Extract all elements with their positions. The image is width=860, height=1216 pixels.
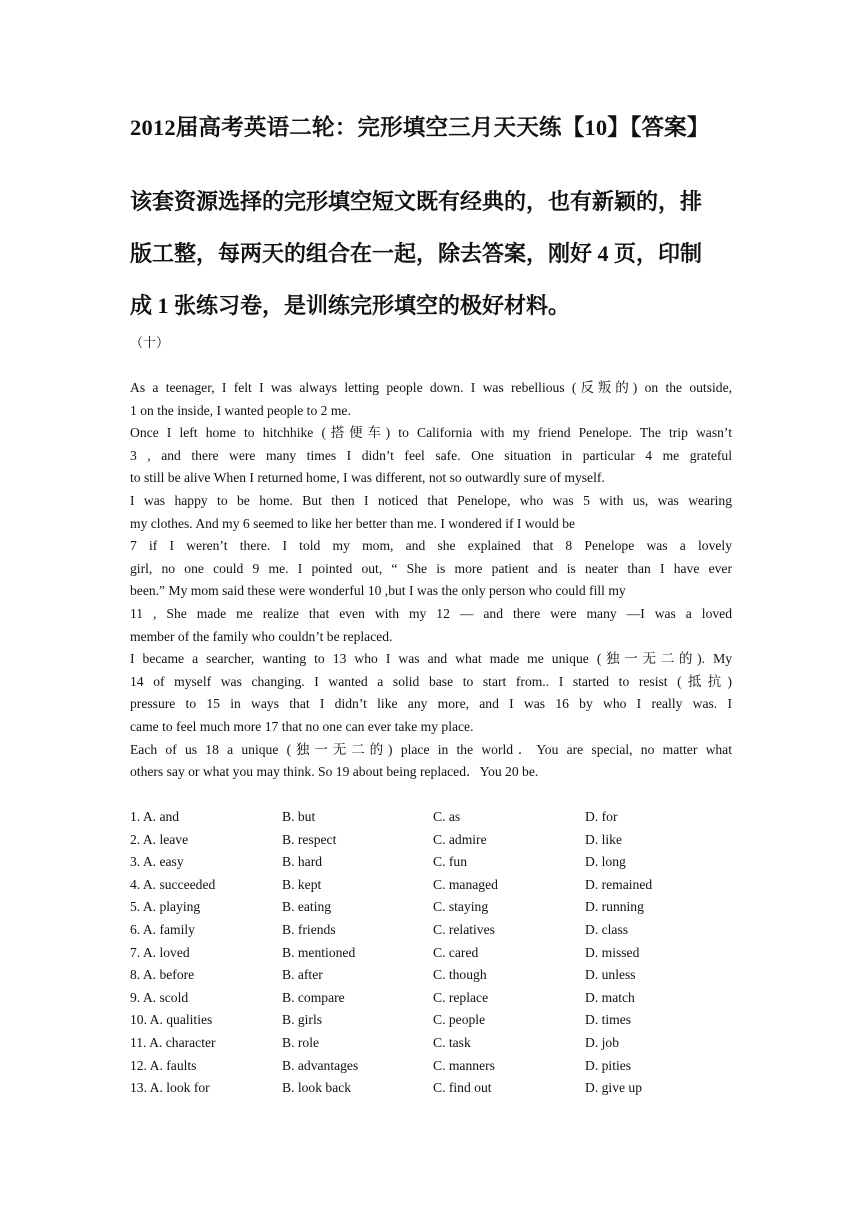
- passage-line: I became a searcher, wanting to 13 who I was and what made me unique (独一无二的). My: [130, 651, 732, 667]
- option-a: 5. A. playing: [130, 899, 201, 915]
- passage-line: came to feel much more 17 that no one can ever take my place.: [130, 718, 474, 734]
- option-d: D. missed: [585, 944, 640, 960]
- option-d: D. times: [585, 1012, 632, 1028]
- option-row: [130, 829, 750, 852]
- option-row: [130, 851, 750, 874]
- option-row: [130, 1077, 750, 1100]
- option-d: D. running: [585, 899, 644, 915]
- answer-options: [130, 806, 750, 1100]
- intro-line: 该套资源选择的完形填空短文既有经典的，也有新颖的，排: [130, 189, 703, 214]
- option-b: B. compare: [282, 989, 345, 1005]
- option-a: 13. A. look for: [130, 1080, 210, 1096]
- option-c: C. replace: [433, 989, 489, 1005]
- passage-line: pressure to 15 in ways that I didn’t like any more, and I was 16 by who I really was. I: [130, 696, 732, 712]
- option-row: [130, 1032, 750, 1055]
- option-d: D. pities: [585, 1057, 632, 1073]
- option-row: [130, 1055, 750, 1078]
- option-a: 10. A. qualities: [130, 1012, 213, 1028]
- option-c: C. relatives: [433, 921, 495, 937]
- option-a: 7. A. loved: [130, 944, 190, 960]
- passage-line: member of the family who couldn’t be replaced.: [130, 628, 393, 644]
- option-d: D. remained: [585, 876, 653, 892]
- page-title: 2012届高考英语二轮：完形填空三月天天练【10】【答案】: [130, 115, 710, 140]
- passage-line: 1 on the inside, I wanted people to 2 me.: [130, 402, 351, 418]
- option-c: C. staying: [433, 899, 489, 915]
- option-d: D. unless: [585, 967, 636, 983]
- intro-paragraph: [130, 176, 734, 332]
- option-c: C. managed: [433, 876, 498, 892]
- option-a: 9. A. scold: [130, 989, 189, 1005]
- option-c: C. though: [433, 967, 487, 983]
- passage-line: 7 if I weren’t there. I told my mom, and she explained that 8 Penelope was a lovely: [130, 538, 732, 554]
- option-b: B. but: [282, 809, 316, 824]
- intro-line: 版工整，每两天的组合在一起，除去答案，刚好 4 页，印制: [130, 241, 703, 266]
- passage-line: 11 , She made me realize that even with my 12 — and there were many —I was a loved: [130, 605, 732, 621]
- option-b: B. after: [282, 967, 323, 983]
- option-d: D. job: [585, 1034, 619, 1050]
- passage-line: 3 , and there were many times I didn’t feel safe. One situation in particular 4 me grateful: [130, 447, 732, 463]
- option-b: B. hard: [282, 854, 323, 870]
- section-label: （十）: [130, 335, 170, 350]
- option-row: [130, 919, 750, 942]
- passage-line: been.” My mom said these were wonderful 10 ,but I was the only person who could fill my: [130, 583, 626, 599]
- option-b: B. role: [282, 1034, 319, 1050]
- option-b: B. advantages: [282, 1057, 359, 1073]
- option-d: D. for: [585, 809, 618, 824]
- passage-line: As a teenager, I felt I was always letting people down. I was rebellious (反叛的) on the outside,: [130, 380, 732, 395]
- option-c: C. find out: [433, 1080, 492, 1096]
- option-b: B. friends: [282, 921, 336, 937]
- option-row: [130, 942, 750, 965]
- option-a: 2. A. leave: [130, 831, 189, 847]
- option-a: 8. A. before: [130, 967, 195, 983]
- cloze-passage: [130, 377, 732, 784]
- option-row: [130, 1009, 750, 1032]
- option-b: B. girls: [282, 1012, 323, 1028]
- option-row: [130, 874, 750, 897]
- option-row: [130, 987, 750, 1010]
- passage-line: 14 of myself was changing. I wanted a solid base to start from.. I started to resist (抵抗): [130, 673, 732, 689]
- option-a: 1. A. and: [130, 809, 180, 824]
- option-b: B. respect: [282, 831, 337, 847]
- option-a: 6. A. family: [130, 921, 195, 937]
- option-row: [130, 896, 750, 919]
- option-c: C. people: [433, 1012, 486, 1028]
- option-b: B. kept: [282, 876, 322, 892]
- option-b: B. look back: [282, 1080, 352, 1096]
- option-c: C. as: [433, 809, 461, 824]
- option-c: C. cared: [433, 944, 479, 960]
- option-row: [130, 806, 750, 829]
- option-c: C. task: [433, 1034, 471, 1050]
- passage-line: girl, no one could 9 me. I pointed out, “ She is more patient and is neater than I have ever: [130, 560, 732, 576]
- option-d: D. long: [585, 854, 626, 870]
- option-row: [130, 964, 750, 987]
- option-d: D. give up: [585, 1080, 643, 1096]
- option-a: 12. A. faults: [130, 1057, 197, 1073]
- passage-line: others say or what you may think. So 19 about being replaced．You 20 be.: [130, 764, 539, 780]
- option-a: 4. A. succeeded: [130, 876, 216, 892]
- option-c: C. manners: [433, 1057, 495, 1073]
- intro-line: 成 1 张练习卷，是训练完形填空的极好材料。: [130, 293, 571, 318]
- passage-line: my clothes. And my 6 seemed to like her better than me. I wondered if I would be: [130, 515, 576, 531]
- option-c: C. admire: [433, 831, 487, 847]
- option-d: D. class: [585, 921, 629, 937]
- option-d: D. like: [585, 831, 622, 847]
- passage-line: I was happy to be home. But then I noticed that Penelope, who was 5 with us, was wearing: [130, 492, 732, 508]
- passage-line: Once I left home to hitchhike (搭便车) to California with my friend Penelope. The trip wasn’t: [130, 425, 732, 441]
- option-a: 3. A. easy: [130, 854, 184, 870]
- option-b: B. mentioned: [282, 944, 356, 960]
- option-a: 11. A. character: [130, 1034, 216, 1050]
- option-b: B. eating: [282, 899, 332, 915]
- option-c: C. fun: [433, 854, 467, 870]
- passage-line: Each of us 18 a unique (独一无二的) place in the world．You are special, no matter what: [130, 741, 732, 757]
- passage-line: to still be alive When I returned home, I was different, not so outwardly sure of myself.: [130, 470, 605, 486]
- option-d: D. match: [585, 989, 635, 1005]
